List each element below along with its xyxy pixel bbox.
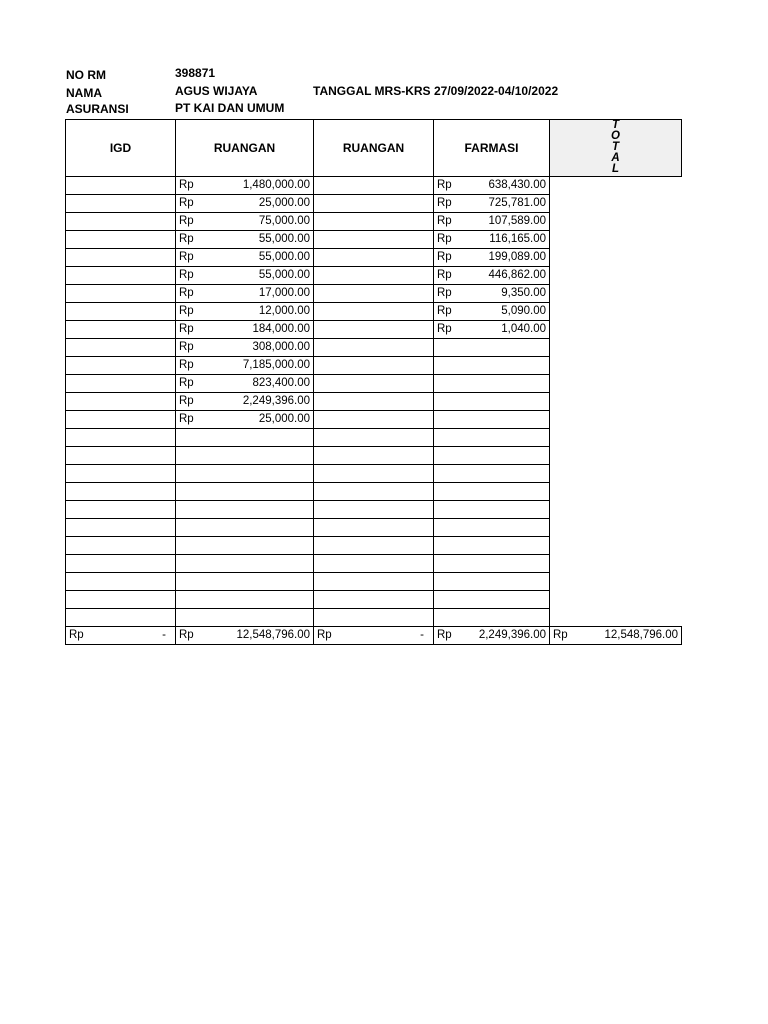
no-rm-value: 398871	[175, 66, 216, 80]
igd-cell	[66, 267, 176, 285]
igd-cell	[66, 177, 176, 195]
table-row	[66, 429, 682, 447]
amount: 7,185,000.00	[242, 359, 310, 371]
currency-label: Rp	[179, 377, 194, 389]
nama-label: NAMA	[66, 86, 102, 100]
farmasi-cell	[434, 303, 550, 321]
currency-label: Rp	[553, 629, 568, 641]
ruangan-cell	[176, 501, 314, 519]
currency-label: Rp	[437, 179, 452, 191]
nama-value: AGUS WIJAYA	[175, 84, 258, 98]
total-ruangan: 12,548,796.00	[236, 629, 310, 641]
igd-cell	[66, 501, 176, 519]
table-row	[66, 357, 682, 375]
asuransi-value: PT KAI DAN UMUM	[175, 101, 285, 115]
column-header-igd: IGD	[66, 120, 176, 177]
currency-label: Rp	[437, 287, 452, 299]
amount: 107,589.00	[488, 215, 546, 227]
farmasi-cell	[434, 573, 550, 591]
ruangan-cell	[176, 285, 314, 303]
farmasi-cell	[434, 195, 550, 213]
ruangan-2-cell	[314, 213, 434, 231]
farmasi-cell	[434, 393, 550, 411]
ruangan-cell	[176, 447, 314, 465]
currency-label: Rp	[179, 359, 194, 371]
currency-label: Rp	[179, 179, 194, 191]
tanggal-value: 27/09/2022-04/10/2022	[434, 84, 559, 98]
igd-cell	[66, 465, 176, 483]
amount: 17,000.00	[258, 287, 310, 299]
table-row	[66, 573, 682, 591]
ruangan-cell	[176, 321, 314, 339]
currency-label: Rp	[437, 305, 452, 317]
igd-cell	[66, 411, 176, 429]
column-header-farmasi: FARMASI	[434, 120, 550, 177]
total-letter: L	[611, 163, 619, 175]
total-farmasi-cell	[434, 627, 550, 645]
ruangan-2-cell	[314, 285, 434, 303]
table-row	[66, 555, 682, 573]
farmasi-cell	[434, 249, 550, 267]
ruangan-cell	[176, 213, 314, 231]
igd-cell	[66, 303, 176, 321]
amount: 184,000.00	[252, 323, 310, 335]
ruangan-cell	[176, 591, 314, 609]
table-row	[66, 609, 682, 627]
total-letter: T	[611, 119, 619, 131]
igd-cell	[66, 429, 176, 447]
totals-row	[66, 627, 682, 645]
ruangan-2-cell	[314, 177, 434, 195]
table-row	[66, 519, 682, 537]
farmasi-cell	[434, 339, 550, 357]
igd-cell	[66, 339, 176, 357]
currency-label: Rp	[437, 323, 452, 335]
ruangan-cell	[176, 609, 314, 627]
currency-label: Rp	[179, 629, 194, 641]
igd-cell	[66, 447, 176, 465]
table-row	[66, 231, 682, 249]
ruangan-2-cell	[314, 519, 434, 537]
ruangan-2-cell	[314, 231, 434, 249]
table-row	[66, 537, 682, 555]
total-letter: O	[611, 130, 620, 142]
table-row	[66, 501, 682, 519]
currency-label: Rp	[437, 215, 452, 227]
currency-label: Rp	[179, 215, 194, 227]
farmasi-cell	[434, 537, 550, 555]
table-row	[66, 195, 682, 213]
ruangan-2-cell	[314, 195, 434, 213]
currency-label: Rp	[179, 287, 194, 299]
farmasi-cell	[434, 411, 550, 429]
total-ruangan-2: -	[420, 629, 424, 641]
ruangan-2-cell	[314, 357, 434, 375]
igd-cell	[66, 321, 176, 339]
table-body	[66, 177, 682, 627]
igd-cell	[66, 483, 176, 501]
currency-label: Rp	[437, 269, 452, 281]
table-row	[66, 177, 682, 195]
amount: 1,040.00	[501, 323, 546, 335]
amount: 638,430.00	[488, 179, 546, 191]
currency-label: Rp	[179, 251, 194, 263]
ruangan-2-cell	[314, 447, 434, 465]
ruangan-2-cell	[314, 267, 434, 285]
igd-cell	[66, 519, 176, 537]
table-row	[66, 375, 682, 393]
total-igd-cell	[66, 627, 176, 645]
ruangan-2-cell	[314, 375, 434, 393]
farmasi-cell	[434, 375, 550, 393]
total-igd: -	[162, 629, 166, 641]
ruangan-cell	[176, 231, 314, 249]
amount: 1,480,000.00	[242, 179, 310, 191]
table-row	[66, 483, 682, 501]
asuransi-label: ASURANSI	[66, 102, 129, 116]
igd-cell	[66, 375, 176, 393]
table-row	[66, 339, 682, 357]
table-row	[66, 213, 682, 231]
column-header-row	[66, 120, 682, 177]
farmasi-cell	[434, 321, 550, 339]
grand-total-cell	[550, 627, 682, 645]
currency-label: Rp	[179, 341, 194, 353]
igd-cell	[66, 195, 176, 213]
ruangan-2-cell	[314, 249, 434, 267]
currency-label: Rp	[179, 395, 194, 407]
amount: 823,400.00	[252, 377, 310, 389]
ruangan-cell	[176, 411, 314, 429]
farmasi-cell	[434, 609, 550, 627]
table-row	[66, 249, 682, 267]
farmasi-cell	[434, 555, 550, 573]
ruangan-cell	[176, 519, 314, 537]
igd-cell	[66, 213, 176, 231]
total-column	[550, 120, 682, 177]
ruangan-2-cell	[314, 393, 434, 411]
farmasi-cell	[434, 231, 550, 249]
ruangan-cell	[176, 339, 314, 357]
farmasi-cell	[434, 267, 550, 285]
ruangan-2-cell	[314, 501, 434, 519]
ruangan-2-cell	[314, 429, 434, 447]
amount: 75,000.00	[258, 215, 310, 227]
farmasi-cell	[434, 285, 550, 303]
farmasi-cell	[434, 501, 550, 519]
currency-label: Rp	[317, 629, 332, 641]
amount: 116,165.00	[489, 233, 546, 245]
ruangan-2-cell	[314, 591, 434, 609]
farmasi-cell	[434, 465, 550, 483]
currency-label: Rp	[179, 305, 194, 317]
total-ruangan-cell	[176, 627, 314, 645]
amount: 55,000.00	[258, 269, 310, 281]
tanggal-label: TANGGAL MRS-KRS	[313, 84, 431, 98]
table-row	[66, 267, 682, 285]
igd-cell	[66, 537, 176, 555]
igd-cell	[66, 591, 176, 609]
amount: 25,000.00	[258, 413, 310, 425]
column-header-ruangan-2: RUANGAN	[314, 120, 434, 177]
currency-label: Rp	[437, 629, 452, 641]
farmasi-cell	[434, 429, 550, 447]
table-row	[66, 393, 682, 411]
currency-label: Rp	[437, 251, 452, 263]
amount: 12,000.00	[258, 305, 310, 317]
ruangan-2-cell	[314, 555, 434, 573]
farmasi-cell	[434, 447, 550, 465]
ruangan-cell	[176, 303, 314, 321]
total-vertical-label	[611, 120, 620, 175]
currency-label: Rp	[179, 323, 194, 335]
amount: 55,000.00	[258, 251, 310, 263]
table-row	[66, 303, 682, 321]
total-farmasi: 2,249,396.00	[478, 629, 546, 641]
currency-label: Rp	[69, 629, 84, 641]
ruangan-2-cell	[314, 465, 434, 483]
farmasi-cell	[434, 591, 550, 609]
ruangan-2-cell	[314, 609, 434, 627]
ruangan-2-cell	[314, 411, 434, 429]
farmasi-cell	[434, 519, 550, 537]
table-row	[66, 321, 682, 339]
no-rm-label: NO RM	[66, 68, 106, 82]
ruangan-cell	[176, 483, 314, 501]
amount: 725,781.00	[488, 197, 546, 209]
amount: 25,000.00	[258, 197, 310, 209]
ruangan-cell	[176, 393, 314, 411]
ruangan-cell	[176, 375, 314, 393]
amount: 5,090.00	[501, 305, 546, 317]
amount: 308,000.00	[252, 341, 310, 353]
igd-cell	[66, 357, 176, 375]
ruangan-2-cell	[314, 483, 434, 501]
ruangan-cell	[176, 537, 314, 555]
ruangan-cell	[176, 573, 314, 591]
ruangan-cell	[176, 465, 314, 483]
table-row	[66, 285, 682, 303]
igd-cell	[66, 393, 176, 411]
currency-label: Rp	[437, 197, 452, 209]
ruangan-2-cell	[314, 339, 434, 357]
amount: 55,000.00	[258, 233, 310, 245]
table-row	[66, 411, 682, 429]
ruangan-2-cell	[314, 303, 434, 321]
column-header-ruangan: RUANGAN	[176, 120, 314, 177]
total-ruangan-2-cell	[314, 627, 434, 645]
ruangan-2-cell	[314, 321, 434, 339]
farmasi-cell	[434, 213, 550, 231]
ruangan-cell	[176, 177, 314, 195]
amount: 446,862.00	[488, 269, 546, 281]
igd-cell	[66, 231, 176, 249]
farmasi-cell	[434, 483, 550, 501]
ruangan-cell	[176, 249, 314, 267]
ruangan-cell	[176, 357, 314, 375]
amount: 199,089.00	[488, 251, 546, 263]
total-letter: T	[611, 141, 619, 153]
igd-cell	[66, 573, 176, 591]
farmasi-cell	[434, 177, 550, 195]
currency-label: Rp	[437, 233, 452, 245]
table-row	[66, 447, 682, 465]
total-letter: A	[611, 152, 620, 164]
igd-cell	[66, 285, 176, 303]
ruangan-cell	[176, 267, 314, 285]
table-row	[66, 591, 682, 609]
amount: 2,249,396.00	[242, 395, 310, 407]
amount: 9,350.00	[501, 287, 546, 299]
ruangan-2-cell	[314, 537, 434, 555]
igd-cell	[66, 609, 176, 627]
table-row	[66, 465, 682, 483]
ruangan-cell	[176, 195, 314, 213]
currency-label: Rp	[179, 197, 194, 209]
farmasi-cell	[434, 357, 550, 375]
igd-cell	[66, 555, 176, 573]
grand-total: 12,548,796.00	[604, 629, 678, 641]
ruangan-cell	[176, 429, 314, 447]
currency-label: Rp	[179, 413, 194, 425]
ruangan-2-cell	[314, 573, 434, 591]
ruangan-cell	[176, 555, 314, 573]
currency-label: Rp	[179, 269, 194, 281]
billing-table	[65, 119, 682, 645]
currency-label: Rp	[179, 233, 194, 245]
igd-cell	[66, 249, 176, 267]
